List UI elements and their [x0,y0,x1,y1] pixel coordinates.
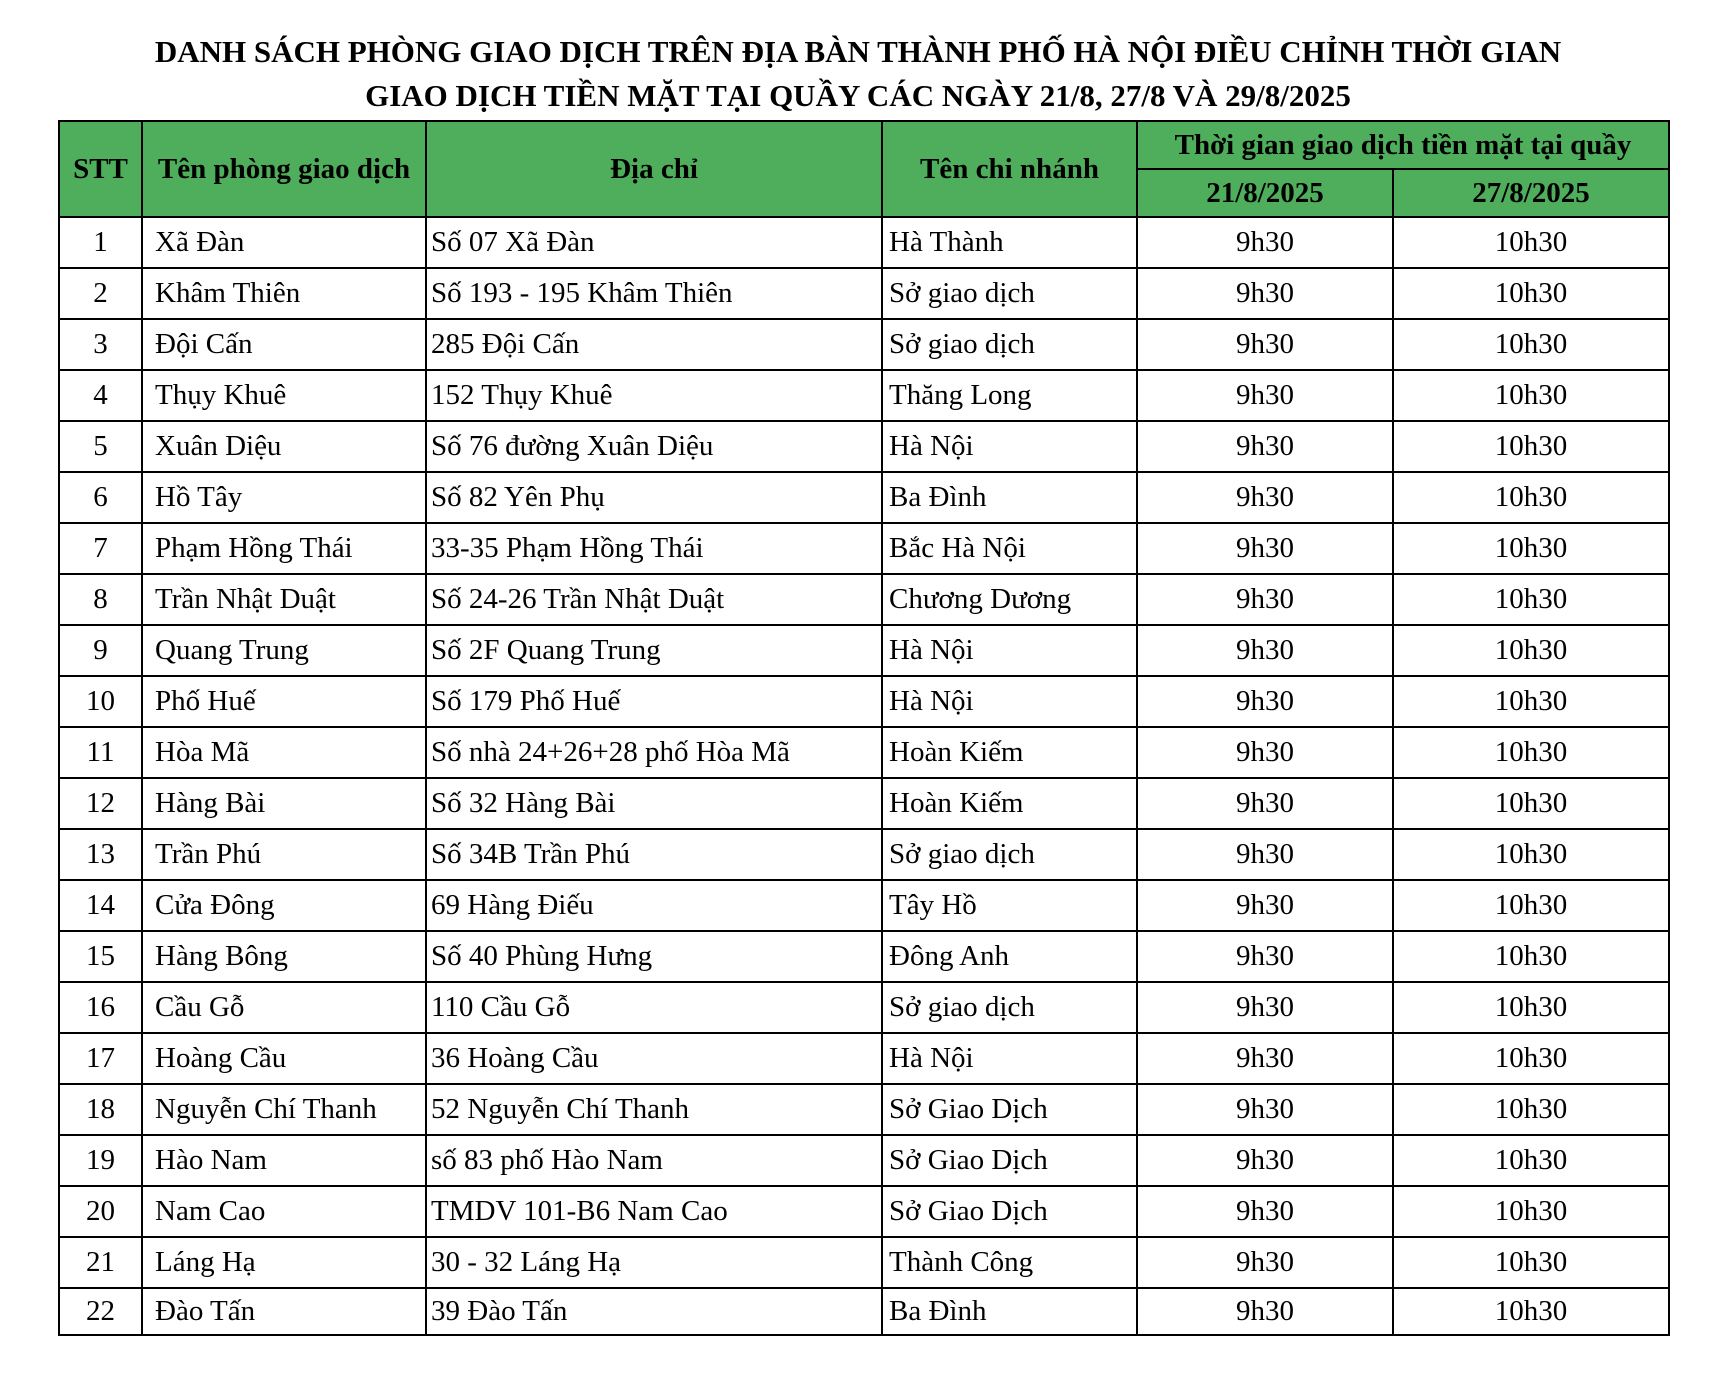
cell-stt: 4 [59,370,142,421]
cell-time-2: 10h30 [1393,625,1669,676]
cell-stt: 10 [59,676,142,727]
table-row [59,268,1669,319]
cell-address: 110 Cầu Gỗ [426,982,882,1033]
cell-branch: Sở giao dịch [882,319,1137,370]
cell-branch: Hà Nội [882,676,1137,727]
cell-branch: Đông Anh [882,931,1137,982]
cell-name: Khâm Thiên [142,268,426,319]
cell-time-1: 9h30 [1137,931,1393,982]
cell-address: 30 - 32 Láng Hạ [426,1237,882,1288]
cell-branch: Thăng Long [882,370,1137,421]
cell-stt: 13 [59,829,142,880]
header-date-2: 27/8/2025 [1393,169,1669,217]
cell-time-2: 10h30 [1393,1033,1669,1084]
cell-time-2: 10h30 [1393,1288,1669,1335]
table-row [59,727,1669,778]
cell-time-2: 10h30 [1393,676,1669,727]
cell-name: Trần Nhật Duật [142,574,426,625]
table-row [59,1084,1669,1135]
cell-address: Số 193 - 195 Khâm Thiên [426,268,882,319]
cell-time-1: 9h30 [1137,982,1393,1033]
table-header [59,121,1669,217]
cell-branch: Tây Hồ [882,880,1137,931]
cell-stt: 5 [59,421,142,472]
cell-name: Đào Tấn [142,1288,426,1335]
cell-address: 69 Hàng Điếu [426,880,882,931]
table-row [59,1186,1669,1237]
cell-time-2: 10h30 [1393,1237,1669,1288]
cell-branch: Hà Nội [882,1033,1137,1084]
cell-time-2: 10h30 [1393,982,1669,1033]
table-row [59,829,1669,880]
table-row [59,1288,1669,1335]
cell-address: Số 34B Trần Phú [426,829,882,880]
table-row [59,523,1669,574]
cell-time-1: 9h30 [1137,1288,1393,1335]
header-date-1: 21/8/2025 [1137,169,1393,217]
cell-branch: Hoàn Kiếm [882,727,1137,778]
cell-time-2: 10h30 [1393,880,1669,931]
cell-time-1: 9h30 [1137,574,1393,625]
header-address: Địa chỉ [426,121,882,217]
cell-address: 39 Đào Tấn [426,1288,882,1335]
cell-time-1: 9h30 [1137,880,1393,931]
cell-name: Thụy Khuê [142,370,426,421]
cell-stt: 9 [59,625,142,676]
document-title [0,30,1716,118]
cell-stt: 15 [59,931,142,982]
cell-branch: Hoàn Kiếm [882,778,1137,829]
cell-address: 152 Thụy Khuê [426,370,882,421]
cell-branch: Chương Dương [882,574,1137,625]
cell-time-2: 10h30 [1393,268,1669,319]
cell-time-1: 9h30 [1137,778,1393,829]
table-row [59,319,1669,370]
table-row [59,1237,1669,1288]
cell-time-2: 10h30 [1393,370,1669,421]
cell-name: Hào Nam [142,1135,426,1186]
cell-name: Xã Đàn [142,217,426,268]
table-row [59,676,1669,727]
cell-time-2: 10h30 [1393,523,1669,574]
cell-stt: 19 [59,1135,142,1186]
cell-address: Số 179 Phố Huế [426,676,882,727]
cell-name: Cầu Gỗ [142,982,426,1033]
cell-branch: Sở giao dịch [882,268,1137,319]
table-row [59,574,1669,625]
cell-branch: Sở Giao Dịch [882,1186,1137,1237]
cell-time-2: 10h30 [1393,1186,1669,1237]
cell-stt: 3 [59,319,142,370]
cell-branch: Sở giao dịch [882,982,1137,1033]
table-body [59,217,1669,1335]
cell-time-1: 9h30 [1137,319,1393,370]
branch-schedule-table [58,120,1670,1336]
cell-name: Hàng Bông [142,931,426,982]
cell-branch: Hà Nội [882,625,1137,676]
table-row [59,1033,1669,1084]
cell-time-1: 9h30 [1137,1084,1393,1135]
table-row [59,370,1669,421]
title-line-2: GIAO DỊCH TIỀN MẶT TẠI QUẦY CÁC NGÀY 21/8, 27/8 VÀ 29/8/2025 [365,78,1351,113]
cell-branch: Sở giao dịch [882,829,1137,880]
cell-time-1: 9h30 [1137,1135,1393,1186]
cell-stt: 20 [59,1186,142,1237]
header-time-group: Thời gian giao dịch tiền mặt tại quầy [1137,121,1669,169]
cell-time-2: 10h30 [1393,829,1669,880]
cell-branch: Sở Giao Dịch [882,1135,1137,1186]
cell-time-1: 9h30 [1137,676,1393,727]
cell-branch: Sở Giao Dịch [882,1084,1137,1135]
header-name: Tên phòng giao dịch [142,121,426,217]
table-row [59,880,1669,931]
cell-branch: Ba Đình [882,472,1137,523]
cell-address: 33-35 Phạm Hồng Thái [426,523,882,574]
table-row [59,778,1669,829]
title-line-1: DANH SÁCH PHÒNG GIAO DỊCH TRÊN ĐỊA BÀN THÀNH PHỐ HÀ NỘI ĐIỀU CHỈNH THỜI GIAN [154,34,1562,69]
header-branch: Tên chi nhánh [882,121,1137,217]
cell-stt: 18 [59,1084,142,1135]
cell-time-2: 10h30 [1393,931,1669,982]
cell-time-1: 9h30 [1137,523,1393,574]
cell-time-1: 9h30 [1137,217,1393,268]
cell-stt: 17 [59,1033,142,1084]
cell-address: 52 Nguyễn Chí Thanh [426,1084,882,1135]
cell-time-1: 9h30 [1137,625,1393,676]
cell-time-1: 9h30 [1137,1186,1393,1237]
cell-name: Láng Hạ [142,1237,426,1288]
cell-time-2: 10h30 [1393,778,1669,829]
cell-stt: 8 [59,574,142,625]
cell-stt: 14 [59,880,142,931]
cell-time-1: 9h30 [1137,727,1393,778]
cell-address: Số 32 Hàng Bài [426,778,882,829]
cell-time-2: 10h30 [1393,421,1669,472]
cell-name: Xuân Diệu [142,421,426,472]
cell-address: 285 Đội Cấn [426,319,882,370]
cell-time-1: 9h30 [1137,1237,1393,1288]
cell-branch: Bắc Hà Nội [882,523,1137,574]
cell-address: Số 24-26 Trần Nhật Duật [426,574,882,625]
cell-stt: 1 [59,217,142,268]
cell-address: Số 07 Xã Đàn [426,217,882,268]
cell-name: Nam Cao [142,1186,426,1237]
cell-time-1: 9h30 [1137,370,1393,421]
cell-time-1: 9h30 [1137,421,1393,472]
cell-address: TMDV 101-B6 Nam Cao [426,1186,882,1237]
table-row [59,421,1669,472]
cell-branch: Ba Đình [882,1288,1137,1335]
cell-branch: Hà Thành [882,217,1137,268]
cell-address: Số nhà 24+26+28 phố Hòa Mã [426,727,882,778]
cell-name: Hồ Tây [142,472,426,523]
cell-stt: 2 [59,268,142,319]
cell-time-2: 10h30 [1393,1135,1669,1186]
cell-name: Phạm Hồng Thái [142,523,426,574]
cell-address: 36 Hoàng Cầu [426,1033,882,1084]
cell-name: Nguyễn Chí Thanh [142,1084,426,1135]
cell-address: số 83 phố Hào Nam [426,1135,882,1186]
cell-address: Số 40 Phùng Hưng [426,931,882,982]
cell-name: Hoàng Cầu [142,1033,426,1084]
table-row [59,1135,1669,1186]
cell-time-2: 10h30 [1393,319,1669,370]
cell-time-2: 10h30 [1393,574,1669,625]
table-row [59,625,1669,676]
cell-name: Quang Trung [142,625,426,676]
cell-stt: 7 [59,523,142,574]
cell-time-1: 9h30 [1137,829,1393,880]
cell-name: Trần Phú [142,829,426,880]
cell-name: Cửa Đông [142,880,426,931]
cell-time-1: 9h30 [1137,268,1393,319]
cell-stt: 11 [59,727,142,778]
cell-time-2: 10h30 [1393,217,1669,268]
cell-time-2: 10h30 [1393,727,1669,778]
cell-stt: 12 [59,778,142,829]
cell-name: Phố Huế [142,676,426,727]
cell-time-1: 9h30 [1137,472,1393,523]
cell-name: Hòa Mã [142,727,426,778]
cell-stt: 21 [59,1237,142,1288]
table-row [59,472,1669,523]
table-row [59,982,1669,1033]
table-row [59,931,1669,982]
cell-stt: 6 [59,472,142,523]
cell-time-2: 10h30 [1393,472,1669,523]
cell-time-1: 9h30 [1137,1033,1393,1084]
cell-address: Số 76 đường Xuân Diệu [426,421,882,472]
cell-address: Số 82 Yên Phụ [426,472,882,523]
cell-stt: 22 [59,1288,142,1335]
header-stt: STT [59,121,142,217]
cell-stt: 16 [59,982,142,1033]
cell-address: Số 2F Quang Trung [426,625,882,676]
cell-branch: Thành Công [882,1237,1137,1288]
cell-branch: Hà Nội [882,421,1137,472]
cell-name: Đội Cấn [142,319,426,370]
cell-name: Hàng Bài [142,778,426,829]
table-row [59,217,1669,268]
cell-time-2: 10h30 [1393,1084,1669,1135]
